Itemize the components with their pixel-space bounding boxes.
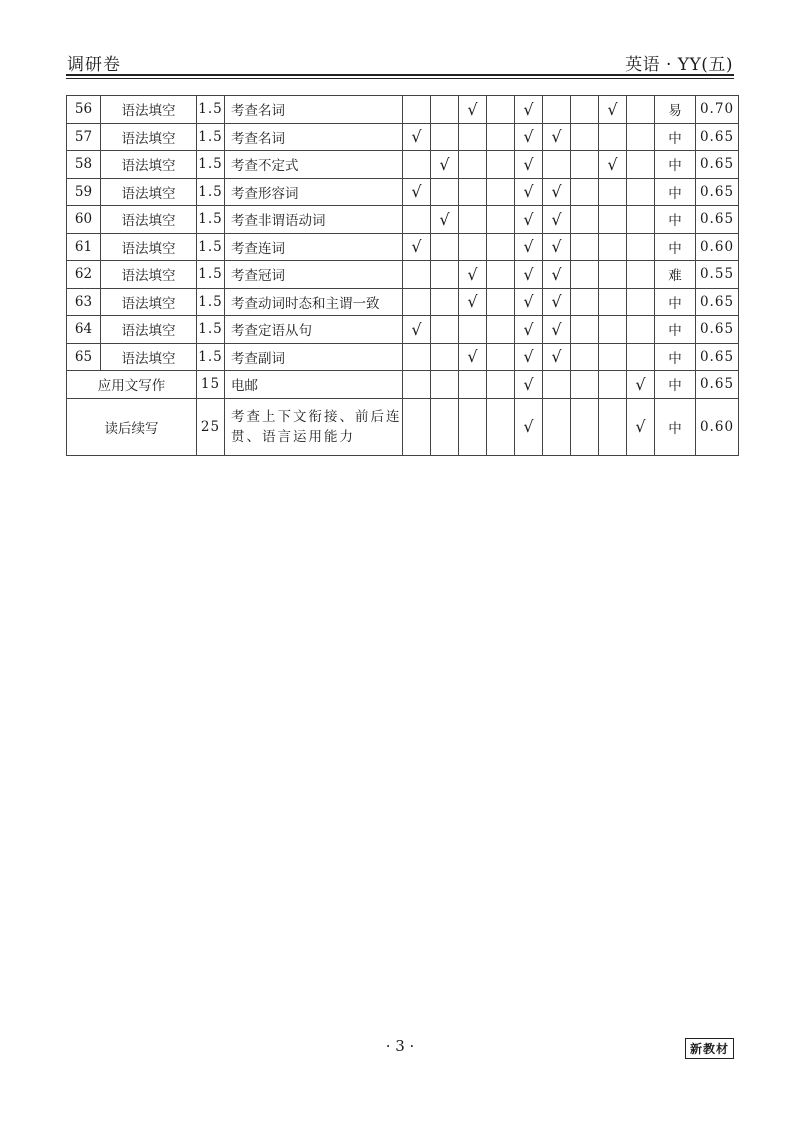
check-cell [403, 206, 431, 234]
difficulty-value: 0.55 [696, 261, 739, 289]
check-cell [487, 206, 515, 234]
check-cell [543, 233, 571, 261]
check-cell [571, 398, 599, 455]
check-cell [627, 233, 655, 261]
check-cell [431, 123, 459, 151]
question-type: 应用文写作 [67, 371, 197, 399]
difficulty-level: 中 [655, 123, 696, 151]
check-cell [431, 233, 459, 261]
check-cell [431, 288, 459, 316]
difficulty-level: 中 [655, 343, 696, 371]
difficulty-value: 0.60 [696, 398, 739, 455]
question-description: 考查副词 [225, 343, 403, 371]
check-cell [627, 398, 655, 455]
check-cell [487, 398, 515, 455]
check-mark: √ [523, 154, 534, 174]
question-type: 语法填空 [101, 288, 197, 316]
check-cell [487, 316, 515, 344]
question-type: 语法填空 [101, 123, 197, 151]
check-mark: √ [551, 319, 562, 339]
check-mark: √ [411, 127, 422, 147]
table-row [67, 178, 739, 206]
question-number: 64 [67, 316, 101, 344]
check-cell [627, 371, 655, 399]
check-mark: √ [523, 209, 534, 229]
question-number: 56 [67, 96, 101, 124]
check-cell [459, 288, 487, 316]
check-cell [627, 316, 655, 344]
check-cell [571, 371, 599, 399]
question-number: 62 [67, 261, 101, 289]
check-mark: √ [523, 237, 534, 257]
check-cell [459, 178, 487, 206]
check-cell [403, 371, 431, 399]
question-number: 65 [67, 343, 101, 371]
question-description: 考查动词时态和主谓一致 [225, 288, 403, 316]
question-score: 25 [197, 398, 225, 455]
check-mark: √ [439, 209, 450, 229]
check-cell [431, 316, 459, 344]
question-description: 考查名词 [225, 123, 403, 151]
check-cell [459, 151, 487, 179]
check-mark: √ [411, 319, 422, 339]
check-cell [627, 123, 655, 151]
difficulty-level: 中 [655, 371, 696, 399]
question-number: 60 [67, 206, 101, 234]
difficulty-level: 中 [655, 151, 696, 179]
difficulty-level: 中 [655, 206, 696, 234]
check-mark: √ [523, 347, 534, 367]
check-mark: √ [523, 319, 534, 339]
check-cell [515, 96, 543, 124]
check-cell [459, 261, 487, 289]
check-cell [515, 316, 543, 344]
question-number: 58 [67, 151, 101, 179]
check-cell [627, 206, 655, 234]
difficulty-value: 0.65 [696, 123, 739, 151]
check-cell [487, 288, 515, 316]
question-type: 语法填空 [101, 178, 197, 206]
subject-title: 英语 · YY(五) [625, 55, 733, 75]
check-cell [543, 398, 571, 455]
check-cell [515, 288, 543, 316]
question-score: 1.5 [197, 206, 225, 234]
check-cell [599, 316, 627, 344]
check-cell [487, 123, 515, 151]
check-cell [403, 398, 431, 455]
check-cell [599, 178, 627, 206]
check-mark: √ [439, 154, 450, 174]
check-cell [543, 343, 571, 371]
check-cell [571, 96, 599, 124]
check-cell [403, 316, 431, 344]
table-row [67, 151, 739, 179]
check-cell [627, 343, 655, 371]
difficulty-value: 0.60 [696, 233, 739, 261]
table-row [67, 371, 739, 399]
check-cell [459, 398, 487, 455]
question-description: 考查冠词 [225, 261, 403, 289]
question-number: 59 [67, 178, 101, 206]
difficulty-level: 易 [655, 96, 696, 124]
table-row [67, 316, 739, 344]
table-row [67, 261, 739, 289]
difficulty-level: 中 [655, 288, 696, 316]
check-cell [515, 343, 543, 371]
check-mark: √ [635, 374, 646, 394]
question-description: 电邮 [225, 371, 403, 399]
check-mark: √ [467, 99, 478, 119]
table-row [67, 343, 739, 371]
check-cell [487, 233, 515, 261]
check-cell [487, 178, 515, 206]
table-row [67, 233, 739, 261]
difficulty-level: 中 [655, 398, 696, 455]
check-cell [515, 206, 543, 234]
check-cell [515, 233, 543, 261]
check-mark: √ [607, 154, 618, 174]
check-cell [403, 96, 431, 124]
table-body [67, 96, 739, 456]
check-cell [543, 178, 571, 206]
check-mark: √ [551, 182, 562, 202]
difficulty-level: 中 [655, 233, 696, 261]
check-cell [403, 261, 431, 289]
question-type: 语法填空 [101, 316, 197, 344]
check-mark: √ [523, 182, 534, 202]
question-type: 语法填空 [101, 343, 197, 371]
check-cell [543, 371, 571, 399]
check-cell [571, 233, 599, 261]
document-title: 调研卷 [67, 55, 121, 75]
question-description: 考查名词 [225, 96, 403, 124]
check-mark: √ [635, 417, 646, 436]
check-cell [599, 261, 627, 289]
check-cell [599, 343, 627, 371]
check-mark: √ [551, 127, 562, 147]
question-type: 语法填空 [101, 261, 197, 289]
check-mark: √ [523, 374, 534, 394]
check-cell [627, 261, 655, 289]
check-cell [459, 233, 487, 261]
check-mark: √ [523, 292, 534, 312]
question-type: 语法填空 [101, 151, 197, 179]
check-mark: √ [467, 347, 478, 367]
question-score: 1.5 [197, 123, 225, 151]
check-cell [403, 123, 431, 151]
check-cell [571, 206, 599, 234]
question-score: 1.5 [197, 316, 225, 344]
check-cell [599, 371, 627, 399]
question-number: 61 [67, 233, 101, 261]
question-type: 语法填空 [101, 96, 197, 124]
check-cell [431, 261, 459, 289]
check-cell [403, 178, 431, 206]
check-cell [459, 123, 487, 151]
check-cell [459, 96, 487, 124]
check-mark: √ [467, 264, 478, 284]
check-cell [543, 151, 571, 179]
check-cell [571, 316, 599, 344]
check-cell [459, 206, 487, 234]
question-description: 考查形容词 [225, 178, 403, 206]
check-mark: √ [523, 417, 534, 436]
check-cell [515, 261, 543, 289]
table-row [67, 96, 739, 124]
check-cell [599, 206, 627, 234]
difficulty-value: 0.65 [696, 316, 739, 344]
check-cell [515, 123, 543, 151]
check-cell [403, 288, 431, 316]
difficulty-level: 难 [655, 261, 696, 289]
check-cell [599, 398, 627, 455]
question-score: 15 [197, 371, 225, 399]
specification-table [66, 95, 739, 456]
header-rule-thin [66, 78, 734, 79]
check-cell [487, 261, 515, 289]
check-cell [599, 96, 627, 124]
check-cell [599, 288, 627, 316]
check-mark: √ [551, 209, 562, 229]
difficulty-value: 0.70 [696, 96, 739, 124]
check-cell [431, 151, 459, 179]
check-cell [543, 288, 571, 316]
table-row [67, 206, 739, 234]
check-cell [459, 371, 487, 399]
check-cell [627, 151, 655, 179]
question-number: 63 [67, 288, 101, 316]
check-cell [487, 343, 515, 371]
check-cell [487, 151, 515, 179]
question-description: 考查不定式 [225, 151, 403, 179]
difficulty-value: 0.65 [696, 343, 739, 371]
check-cell [571, 343, 599, 371]
check-cell [543, 316, 571, 344]
difficulty-level: 中 [655, 316, 696, 344]
check-cell [459, 343, 487, 371]
question-description: 考查上下文衔接、前后连贯、语言运用能力 [225, 398, 403, 455]
question-score: 1.5 [197, 343, 225, 371]
check-cell [599, 151, 627, 179]
check-cell [487, 96, 515, 124]
check-cell [403, 151, 431, 179]
question-type: 语法填空 [101, 233, 197, 261]
check-cell [543, 261, 571, 289]
check-mark: √ [411, 237, 422, 257]
question-score: 1.5 [197, 151, 225, 179]
question-description: 考查连词 [225, 233, 403, 261]
check-mark: √ [523, 264, 534, 284]
difficulty-value: 0.65 [696, 371, 739, 399]
check-cell [571, 288, 599, 316]
table-row [67, 398, 739, 455]
question-description: 考查非谓语动词 [225, 206, 403, 234]
check-mark: √ [467, 292, 478, 312]
check-cell [487, 371, 515, 399]
check-mark: √ [411, 182, 422, 202]
check-cell [515, 398, 543, 455]
check-mark: √ [551, 264, 562, 284]
check-mark: √ [523, 127, 534, 147]
check-cell [431, 398, 459, 455]
check-cell [571, 123, 599, 151]
question-score: 1.5 [197, 233, 225, 261]
page-number: · 3 · [385, 1037, 415, 1055]
check-cell [543, 123, 571, 151]
check-cell [515, 178, 543, 206]
check-cell [431, 371, 459, 399]
check-cell [403, 233, 431, 261]
question-type: 读后续写 [67, 398, 197, 455]
question-description: 考查定语从句 [225, 316, 403, 344]
question-number: 57 [67, 123, 101, 151]
difficulty-value: 0.65 [696, 288, 739, 316]
edition-badge: 新教材 [685, 1038, 734, 1059]
check-cell [627, 96, 655, 124]
check-cell [599, 233, 627, 261]
check-cell [627, 288, 655, 316]
difficulty-value: 0.65 [696, 206, 739, 234]
question-score: 1.5 [197, 178, 225, 206]
check-cell [571, 151, 599, 179]
check-cell [571, 261, 599, 289]
question-type: 语法填空 [101, 206, 197, 234]
check-cell [627, 178, 655, 206]
header-rule-thick [66, 74, 734, 76]
check-cell [431, 343, 459, 371]
check-cell [543, 206, 571, 234]
check-mark: √ [551, 347, 562, 367]
check-cell [515, 151, 543, 179]
check-cell [431, 96, 459, 124]
question-score: 1.5 [197, 288, 225, 316]
check-cell [515, 371, 543, 399]
difficulty-value: 0.65 [696, 178, 739, 206]
check-cell [543, 96, 571, 124]
check-cell [431, 178, 459, 206]
check-cell [431, 206, 459, 234]
table-row [67, 288, 739, 316]
check-cell [599, 123, 627, 151]
check-mark: √ [523, 99, 534, 119]
table-row [67, 123, 739, 151]
check-mark: √ [551, 292, 562, 312]
difficulty-value: 0.65 [696, 151, 739, 179]
difficulty-level: 中 [655, 178, 696, 206]
check-cell [571, 178, 599, 206]
check-mark: √ [607, 99, 618, 119]
check-mark: √ [551, 237, 562, 257]
check-cell [403, 343, 431, 371]
question-score: 1.5 [197, 261, 225, 289]
question-score: 1.5 [197, 96, 225, 124]
check-cell [459, 316, 487, 344]
